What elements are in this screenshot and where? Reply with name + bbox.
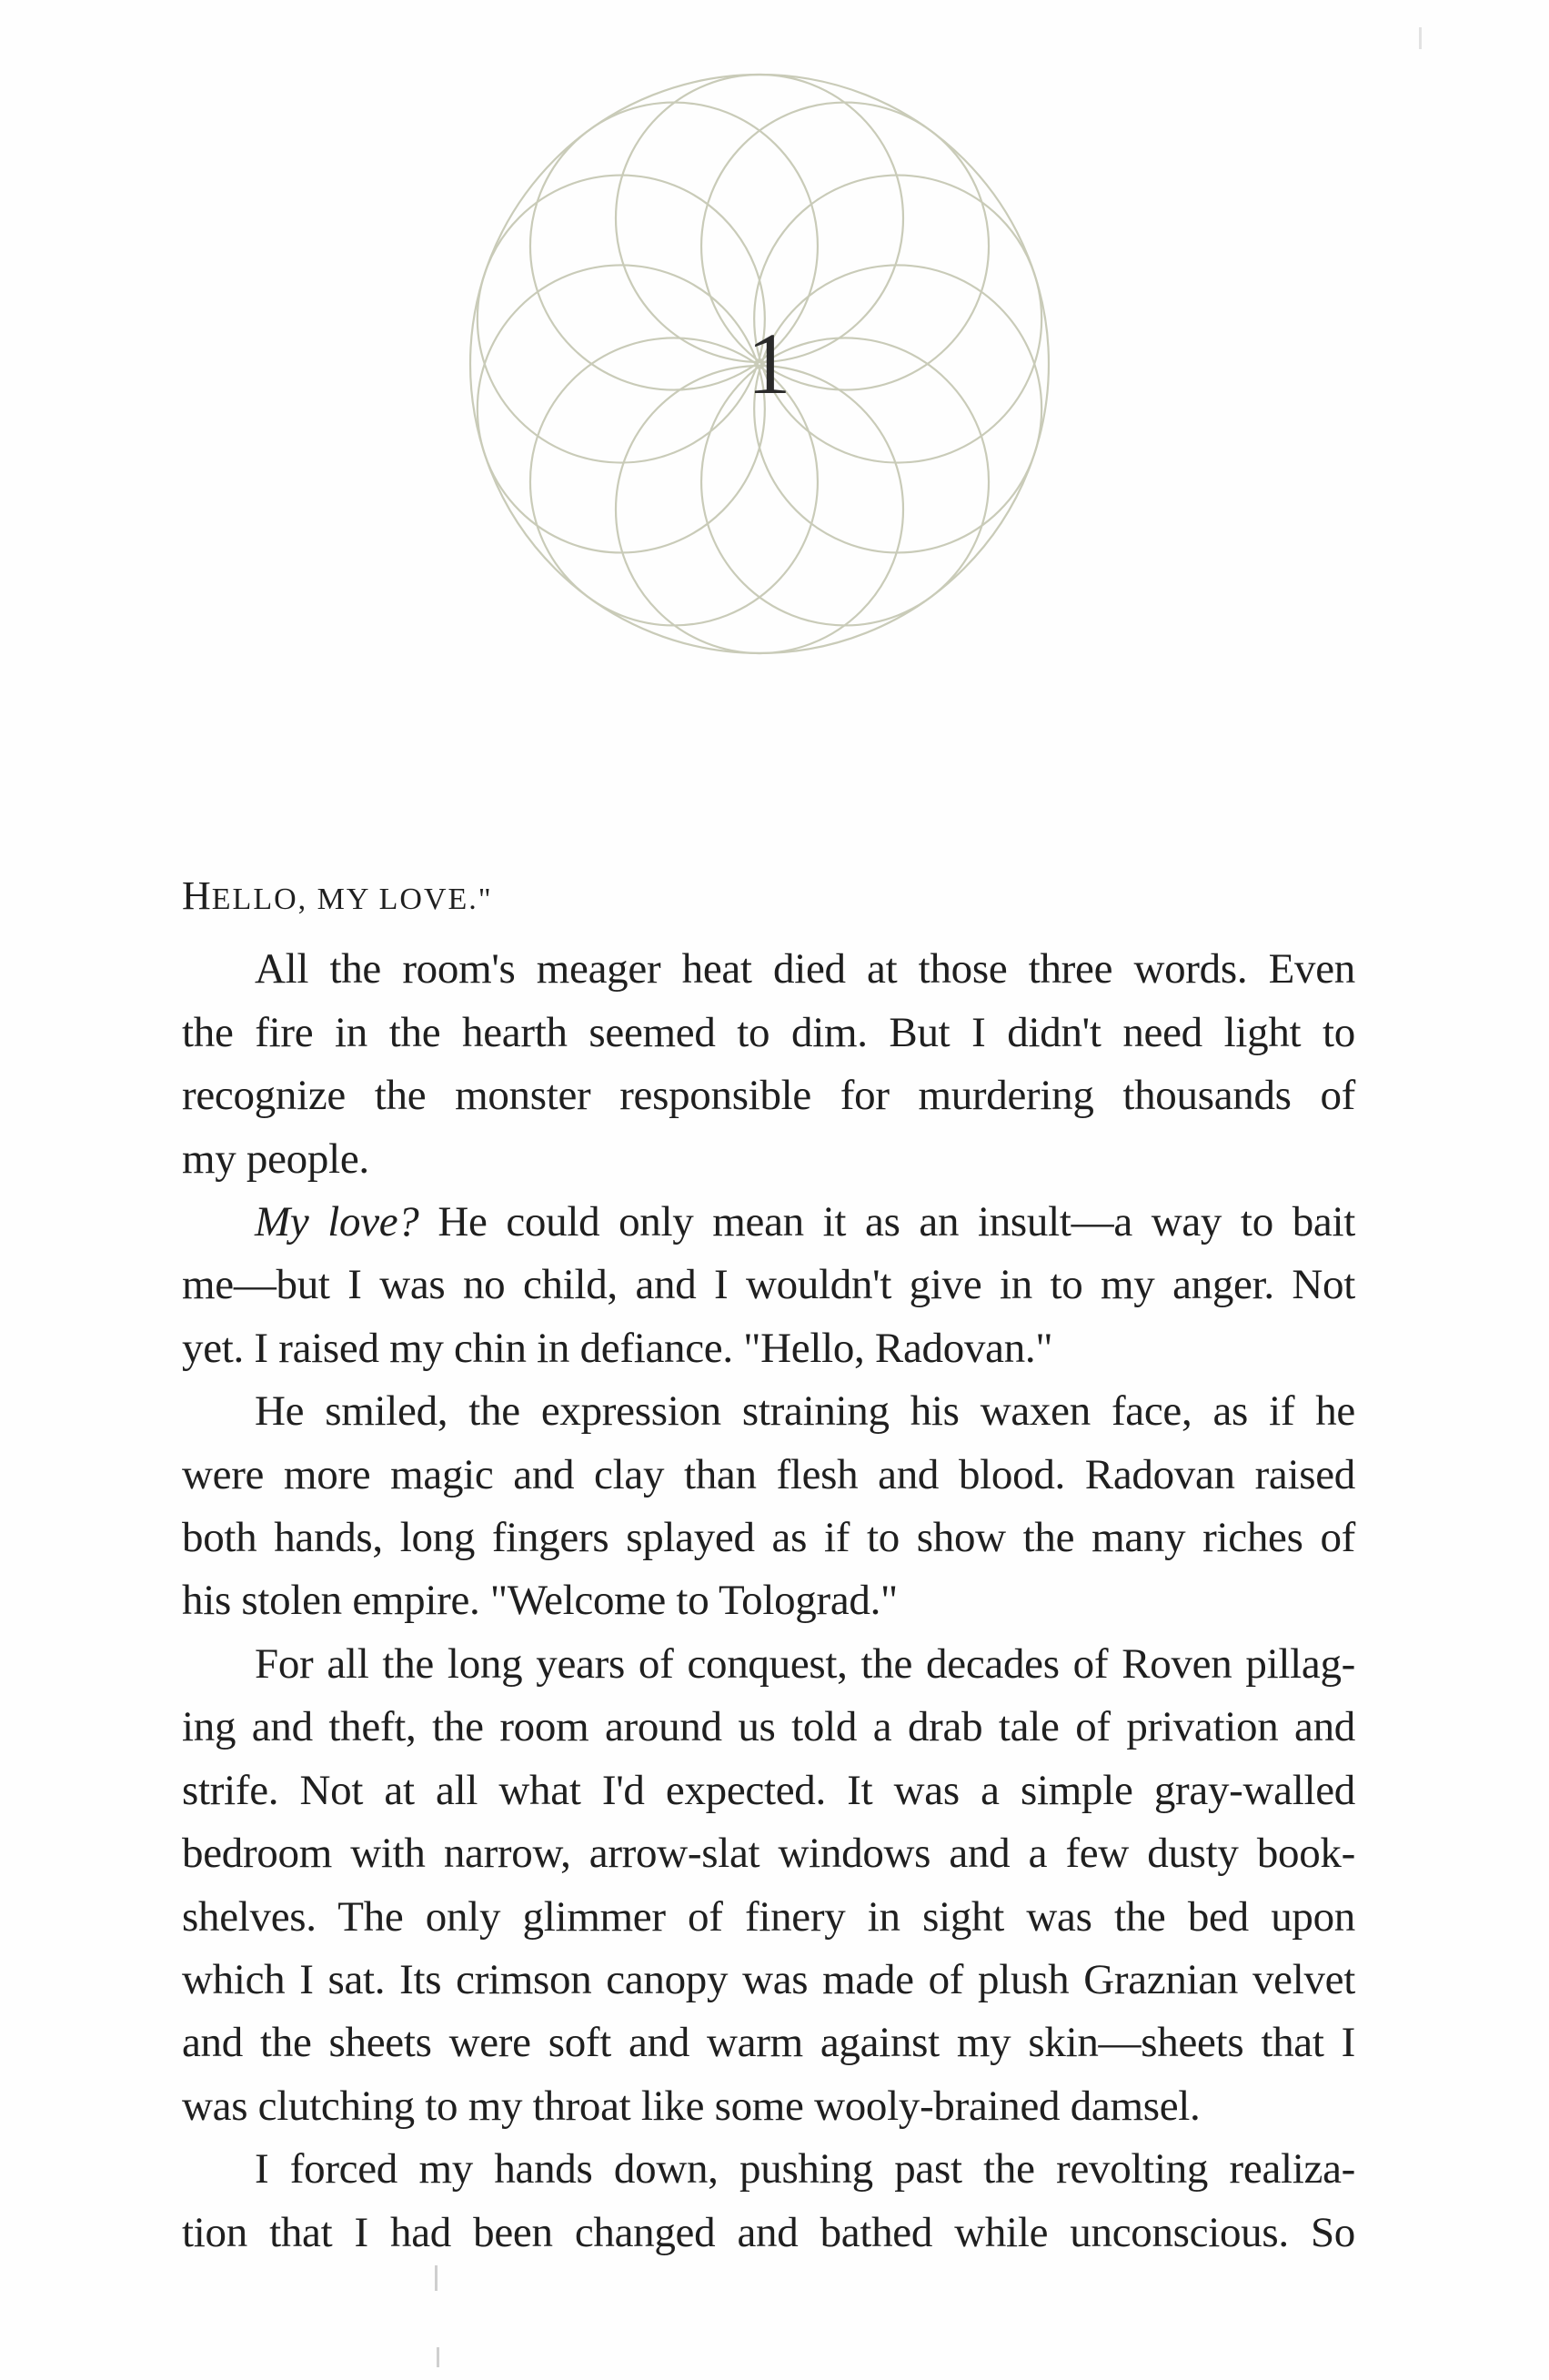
paragraph-line: were more magic and clay than flesh and blood. Radovan raised xyxy=(182,1450,1355,1498)
paragraph-line: tion that I had been changed and bathed while unconscious. So xyxy=(182,2208,1355,2256)
paragraph-line: All the room's meager heat died at those three words. Even xyxy=(255,945,1355,993)
paragraph-line: ing and theft, the room around us told a drab tale of privation and xyxy=(182,1703,1355,1751)
chapter-body-text xyxy=(182,864,1355,2264)
paragraph-line: recognize the monster responsible for murdering thousands of xyxy=(182,1072,1355,1120)
paragraph-line: For all the long years of conquest, the decades of Roven pillag- xyxy=(255,1639,1355,1688)
paragraph-line: He smiled, the expression straining his waxen face, as if he xyxy=(255,1387,1355,1436)
paragraph-line: and the sheets were soft and warm against my skin—sheets that I xyxy=(182,2019,1355,2067)
paragraph-line: both hands, long fingers splayed as if to show the many riches of xyxy=(182,1514,1355,1562)
paragraph-line: the fire in the hearth seemed to dim. But I didn't need light to xyxy=(182,1008,1355,1056)
scan-speck xyxy=(437,2347,439,2367)
paragraph-line-rest: He could only mean it as an insult—a way to bait xyxy=(418,1198,1355,1246)
paragraph-line: which I sat. Its crimson canopy was made of plush Graznian velvet xyxy=(182,1955,1355,2003)
paragraph-line: his stolen empire. "Welcome to Tolograd." xyxy=(182,1577,898,1625)
opening-small-caps: ELLO, MY LOVE." xyxy=(211,882,493,916)
italic-phrase: My love? xyxy=(255,1198,419,1246)
scan-speck xyxy=(1419,27,1422,49)
paragraph-line: yet. I raised my chin in defiance. "Hello, Radovan." xyxy=(182,1324,1053,1372)
paragraph-line: bedroom with narrow, arrow-slat windows and a few dusty book- xyxy=(182,1830,1355,1878)
paragraph-line: me—but I was no child, and I wouldn't give in to my anger. Not xyxy=(182,1261,1355,1309)
paragraph-line: my people. xyxy=(182,1135,369,1183)
paragraph-line: shelves. The only glimmer of finery in sight was the bed upon xyxy=(182,1892,1355,1941)
paragraph-line xyxy=(182,1191,1355,1254)
opening-line xyxy=(182,864,1355,931)
scan-speck xyxy=(435,2265,438,2291)
paragraph-line: was clutching to my throat like some wooly-brained damsel. xyxy=(182,2082,1201,2130)
chapter-number xyxy=(0,309,1549,419)
chapter-number-text: 1 xyxy=(747,315,791,412)
opening-first-letter: H xyxy=(182,873,212,918)
paragraph-line: strife. Not at all what I'd expected. It was a simple gray-walled xyxy=(182,1766,1355,1814)
paragraph-line: I forced my hands down, pushing past the revolting realiza- xyxy=(255,2145,1355,2193)
